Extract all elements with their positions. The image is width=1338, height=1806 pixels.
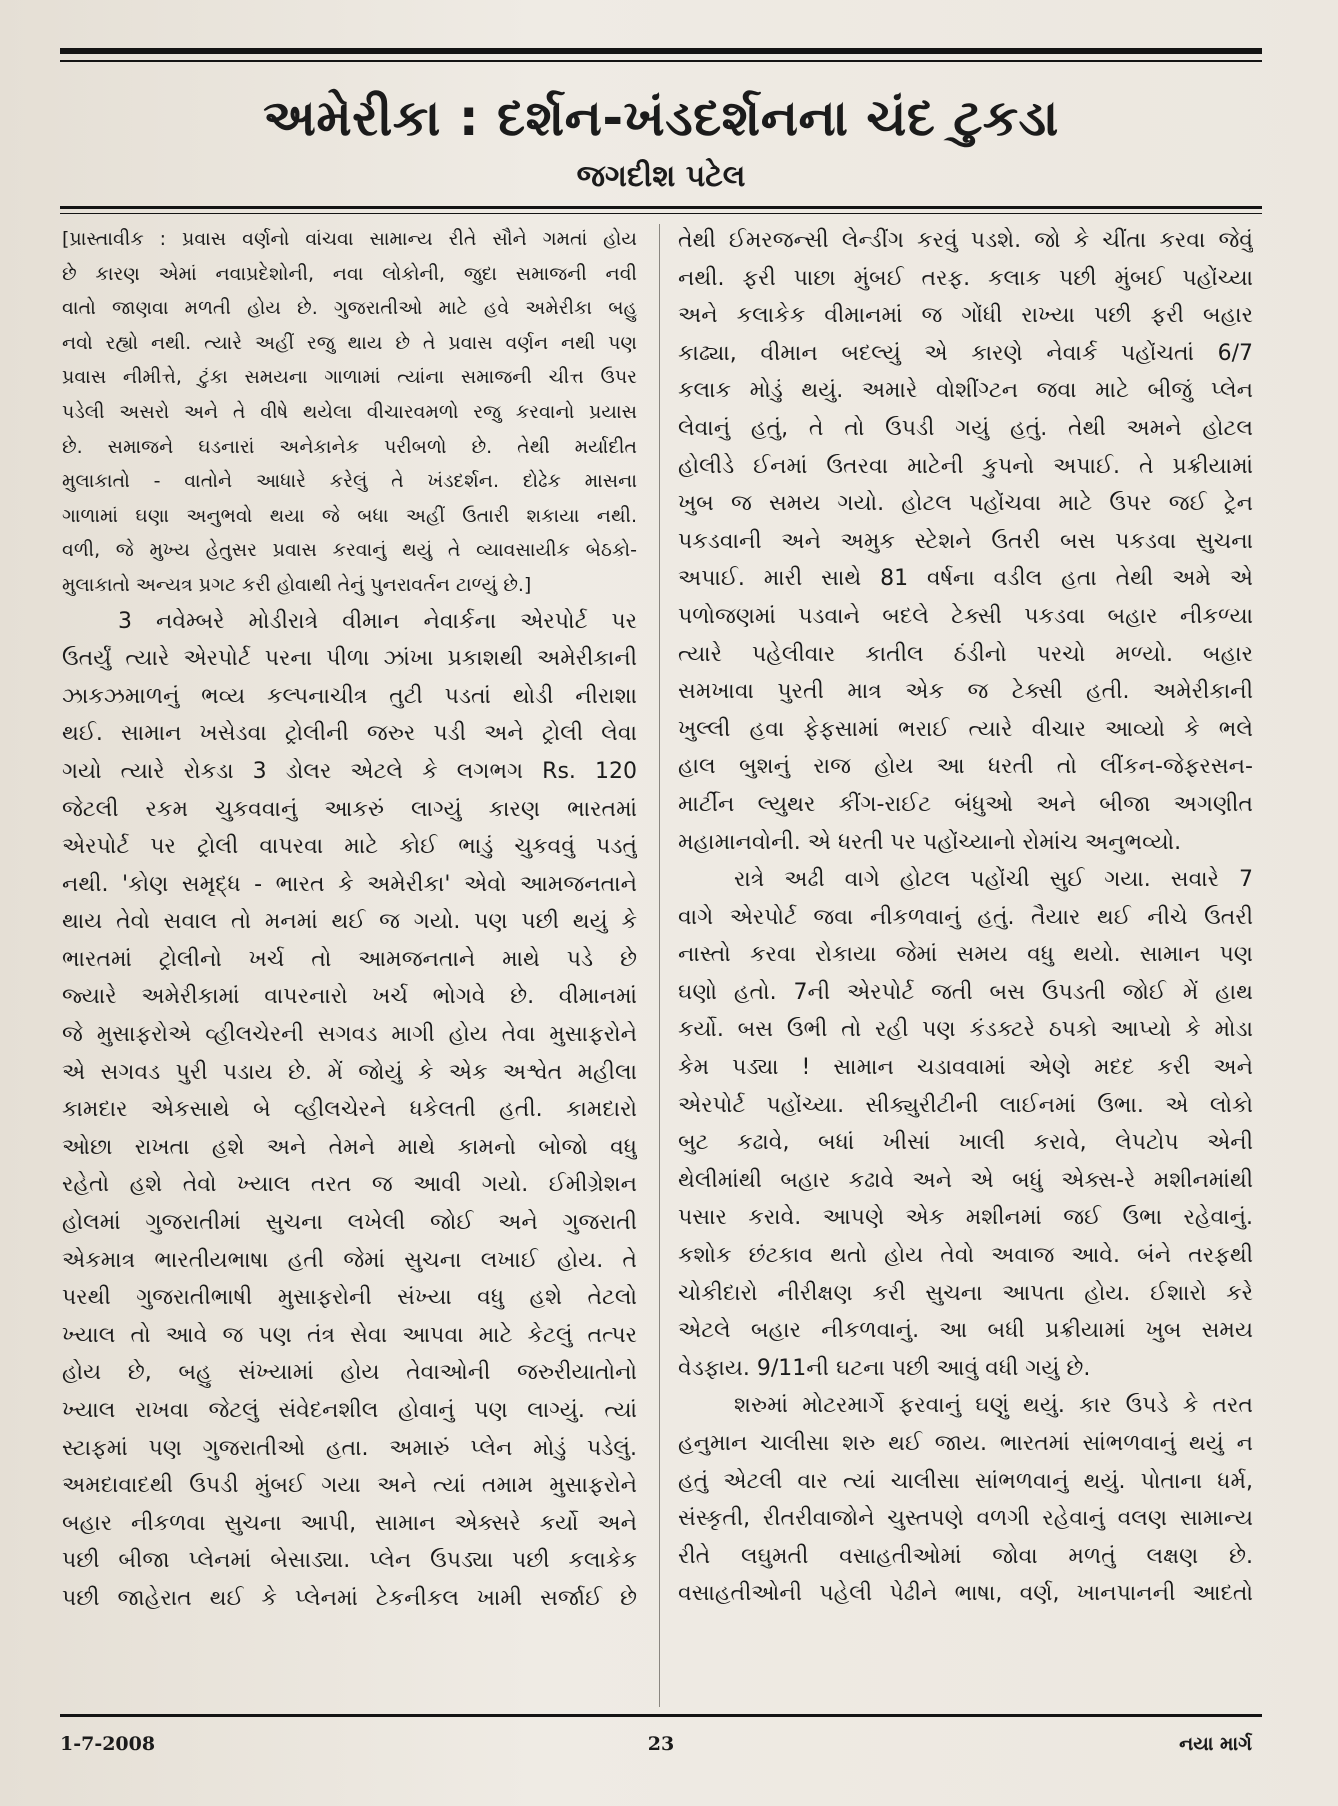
text-line: ગયો ત્યારે રોકડા 3 ડોલર એટલે કે લગભગ Rs. 120 [62, 758, 637, 784]
text-line: બહાર નીકળવા સુચના આપી, સામાન એક્સરે કર્યો અને [62, 1510, 637, 1536]
text-line: ભારતમાં ટ્રોલીનો ખર્ચ તો આમજનતાને માથે પડે છે [62, 946, 637, 972]
text-line: ગાળામાં ઘણા અનુભવો થયા જે બધા અહીં ઉતારી શકાયા નથી. [62, 504, 637, 527]
text-line: થઈ. સામાન ખસેડવા ટ્રોલીની જરુર પડી અને ટ્રોલી લેવા [62, 721, 637, 747]
text-line: કાઢ્યા, વીમાન બદલ્યું એ કારણે નેવાર્ક પહોંચતાં 6/7 [678, 340, 1253, 366]
issue-date: 1-7-2008 [60, 1733, 156, 1755]
top-rule-thin [60, 60, 1262, 62]
text-line: અને કલાકેક વીમાનમાં જ ગોંધી રાખ્યા પછી ફરી બહાર [678, 303, 1253, 329]
page-number: 23 [647, 1733, 675, 1755]
text-line: પ્રવાસ નીમીત્તે, ટુંકા સમયના ગાળામાં ત્યાંના સમાજની ચીત્ત ઉપર [62, 366, 637, 389]
text-line: ખ્યાલ રાખવા જેટલું સંવેદનશીલ હોવાનું પણ લાગ્યું. ત્યાં [62, 1398, 637, 1423]
text-line: નથી. 'કોણ સમૃદ્ધ - ભારત કે અમેરીકા' એવો આમજનતાને [62, 871, 637, 897]
text-line: ખ્યાલ તો આવે જ પણ તંત્ર સેવા આપવા માટે કેટલું તત્પર [62, 1322, 637, 1348]
text-line: પકડવાની અને અમુક સ્ટેશને ઉતરી બસ પકડવા સુચના [678, 528, 1253, 554]
text-line: નાસ્તો કરવા રોકાયા જેમાં સમય વધુ થયો. સામાન પણ [678, 942, 1253, 968]
text-line: [પ્રાસ્તાવીક : પ્રવાસ વર્ણનો વાંચવા સામાન્ય રીતે સૌને ગમતાં હોય [62, 228, 637, 250]
header-rule [60, 206, 1262, 209]
text-line: વેડફાય. 9/11ની ઘટના પછી આવું વધી ગયું છે. [678, 1355, 1091, 1381]
text-line: છે. સમાજને ઘડનારાં અનેકાનેક પરીબળો છે. તેથી મર્યાદીત [62, 435, 637, 458]
text-line: માર્ટીન લ્યુથર કીંગ-રાઈટ બંધુઓ અને બીજા અગણીત [678, 791, 1253, 817]
text-line: ઘણો હતો. 7ની એરપોર્ટ જતી બસ ઉપડતી જોઈ મેં હાથ [678, 979, 1253, 1005]
text-line: એરપોર્ટ પર ટ્રોલી વાપરવા માટે કોઈ ભાડું ચુકવવું પડતું [62, 834, 637, 860]
text-line: વસાહતીઓની પહેલી પેઢીને ભાષા, વર્ણ, ખાનપાનની આદતો [678, 1581, 1253, 1607]
text-line: વળી, જે મુખ્ય હેતુસર પ્રવાસ કરવાનું થયું તે વ્યાવસાયીક બેઠકો- [62, 539, 637, 562]
text-line: જે મુસાફરોએ વ્હીલચેરની સગવડ માગી હોય તેવા મુસાફરોને [62, 1022, 637, 1048]
header-rule-thin [60, 213, 1262, 214]
text-line: હોલીડે ઈનમાં ઉતરવા માટેની કુપનો અપાઈ. તે પ્રક્રીયામાં [678, 453, 1253, 479]
text-line: મહામાનવોની. એ ધરતી પર પહોંચ્યાનો રોમાંચ અનુભવ્યો. [678, 829, 1182, 855]
column-divider [659, 224, 660, 1707]
right-column [678, 222, 1253, 1709]
text-line: સ્ટાફમાં પણ ગુજરાતીઓ હતા. અમારું પ્લેન મોડું પડેલું. [62, 1435, 637, 1461]
text-line: બુટ કઢાવે, બધાં ખીસાં ખાલી કરાવે, લેપટોપ એની [678, 1130, 1253, 1156]
text-line: હનુમાન ચાલીસા શરુ થઈ જાય. ભારતમાં સાંભળવાનું થયું ન [678, 1431, 1253, 1456]
text-line: પસાર કરાવે. આપણે એક મશીનમાં જઈ ઉભા રહેવાનું. [678, 1205, 1253, 1231]
text-line: ઉતર્યું ત્યારે એરપોર્ટ પરના પીળા ઝાંખા પ્રકાશથી અમેરીકાની [62, 646, 637, 672]
text-line: એટલે બહાર નીકળવાનું. આ બધી પ્રક્રીયામાં ખુબ સમય [678, 1318, 1253, 1344]
magazine-name: નયા માર્ગ [1179, 1733, 1252, 1755]
text-line: અમદાવાદથી ઉપડી મુંબઈ ગયા અને ત્યાં તમામ મુસાફરોને [62, 1473, 637, 1499]
text-line: પડેલી અસરો અને તે વીષે થયેલા વીચારવમળો રજુ કરવાનો પ્રયાસ [62, 400, 637, 423]
footer-rule [60, 1714, 1262, 1717]
text-line: નવો રહ્યો નથી. ત્યારે અહીં રજુ થાય છે તે પ્રવાસ વર્ણન નથી પણ [62, 331, 637, 354]
text-line: પરથી ગુજરાતીભાષી મુસાફરોની સંખ્યા વધુ હશે તેટલો [62, 1285, 637, 1311]
text-line: કશોક છંટકાવ થતો હોય તેવો અવાજ આવે. બંને તરફથી [678, 1243, 1253, 1269]
text-line: હોલમાં ગુજરાતીમાં સુચના લખેલી જોઈ અને ગુજરાતી [62, 1210, 637, 1236]
text-line: રહેતો હશે તેવો ખ્યાલ તરત જ આવી ગયો. ઈમીગ્રેશન [62, 1172, 637, 1198]
text-line: રાત્રે અઢી વાગે હોટલ પહોંચી સુઈ ગયા. સવારે 7 [734, 867, 1253, 893]
text-line: તેથી ઈમરજન્સી લેન્ડીંગ કરવું પડશે. જો કે ચીંતા કરવા જેવું [678, 228, 1253, 253]
text-line: પછી બીજા પ્લેનમાં બેસાડ્યા. પ્લેન ઉપડ્યા પછી કલાકેક [62, 1548, 637, 1574]
text-line: વાગે એરપોર્ટ જવા નીકળવાનું હતું. તૈયાર થઈ નીચે ઉતરી [678, 904, 1253, 930]
text-line: થેલીમાંથી બહાર કઢાવે અને એ બધું એક્સ-રે મશીનમાંથી [678, 1167, 1253, 1193]
article-title: અમેરીકા : દર્શન-ખંડદર્શનના ચંદ ટુકડા [263, 89, 1059, 147]
text-line: ખુલ્લી હવા ફેફસામાં ભરાઈ ત્યારે વીચાર આવ્યો કે ભલે [678, 716, 1253, 742]
text-line: કામદાર એકસાથે બે વ્હીલચેરને ધકેલતી હતી. કામદારો [62, 1097, 637, 1123]
text-line: એ સગવડ પુરી પડાય છે. મેં જોયું કે એક અશ્વેત મહીલા [62, 1059, 637, 1085]
text-line: જ્યારે અમેરીકામાં વાપરનારો ખર્ચ ભોગવે છે. વીમાનમાં [62, 984, 637, 1010]
text-line: હોય છે, બહુ સંખ્યામાં હોય તેવાઓની જરુરીયાતોનો [62, 1360, 637, 1386]
text-line: પળોજણમાં પડવાને બદલે ટેક્સી પકડવા બહાર નીકળ્યા [678, 603, 1253, 629]
page-footer [60, 1722, 1262, 1766]
text-line: સંસ્કૃતી, રીતરીવાજોને ચુસ્તપણે વળગી રહેવાનું વલણ સામાન્ય [678, 1506, 1253, 1532]
text-line: રીતે લઘુમતી વસાહતીઓમાં જોવા મળતું લક્ષણ છે. [678, 1543, 1253, 1569]
text-line: ઓછા રાખતા હશે અને તેમને માથે કામનો બોજો વધુ [62, 1134, 637, 1160]
text-line: એકમાત્ર ભારતીયભાષા હતી જેમાં સુચના લખાઈ હોય. તે [62, 1247, 637, 1273]
text-line: વાતો જાણવા મળતી હોય છે. ગુજરાતીઓ માટે હવે અમેરીકા બહુ [62, 297, 637, 320]
text-line: લેવાનું હતું, તે તો ઉપડી ગયું હતું. તેથી અમને હોટલ [678, 415, 1253, 441]
text-line: મુલાકાતો અન્યત્ર પ્રગટ કરી હોવાથી તેનું પુનરાવર્તન ટાળ્યું છે.] [62, 573, 532, 596]
text-line: અપાઈ. મારી સાથે 81 વર્ષના વડીલ હતા તેથી અમે એ [678, 566, 1253, 592]
text-line: કર્યો. બસ ઉભી તો રહી પણ કંડક્ટરે ઠપકો આપ્યો કે મોડા [678, 1017, 1253, 1043]
text-line: સમખાવા પુરતી માત્ર એક જ ટેક્સી હતી. અમેરીકાની [678, 679, 1253, 705]
text-line: ચોકીદારો નીરીક્ષણ કરી સુચના આપતા હોય. ઈશારો કરે [678, 1280, 1253, 1306]
text-line: છે કારણ એમાં નવાપ્રદેશોની, નવા લોકોની, જુદા સમાજની નવી [62, 262, 637, 285]
text-line: જેટલી રકમ ચુકવવાનું આકરું લાગ્યું કારણ ભારતમાં [62, 796, 637, 822]
text-line: એરપોર્ટ પહોંચ્યા. સીક્યુરીટીની લાઈનમાં ઉભા. એ લોકો [678, 1092, 1253, 1118]
text-line: મુલાકાતો - વાતોને આધારે કરેલું તે ખંડદર્શન. દોઢેક માસના [62, 470, 637, 493]
top-rule [60, 48, 1262, 54]
text-line: શરુમાં મોટરમાર્ગે ફરવાનું ઘણું થયું. કાર ઉપડે કે તરત [734, 1393, 1253, 1419]
text-line: ખુબ જ સમય ગયો. હોટલ પહોંચવા માટે ઉપર જઈ ટ્રેન [678, 491, 1253, 517]
text-line: હતું એટલી વાર ત્યાં ચાલીસા સાંભળવાનું થયું. પોતાના ધર્મ, [678, 1468, 1253, 1494]
left-column [62, 222, 637, 1709]
text-line: થાય તેવો સવાલ તો મનમાં થઈ જ ગયો. પણ પછી થયું કે [62, 909, 637, 935]
text-line: ઝાકઝમાળનું ભવ્ય કલ્પનાચીત્ર તુટી પડતાં થોડી નીરાશા [62, 683, 637, 709]
text-line: નથી. ફરી પાછા મુંબઈ તરફ. કલાક પછી મુંબઈ પહોંચ્યા [678, 265, 1253, 291]
text-line: પછી જાહેરાત થઈ કે પ્લેનમાં ટેકનીકલ ખામી સર્જાઈ છે [62, 1585, 637, 1611]
text-line: 3 નવેમ્બરે મોડીરાત્રે વીમાન નેવાર્કના એરપોર્ટ પર [118, 608, 637, 634]
text-line: કેમ પડ્યા ! સામાન ચડાવવામાં એણે મદદ કરી અને [678, 1055, 1253, 1081]
article-author: જગદીશ પટેલ [576, 159, 746, 194]
text-line: કલાક મોડું થયું. અમારે વોશીંગ્ટન જવા માટે બીજું પ્લેન [678, 378, 1253, 404]
text-line: હાલ બુશનું રાજ હોય આ ધરતી તો લીંકન-જેફરસન- [678, 754, 1253, 780]
text-line: ત્યારે પહેલીવાર કાતીલ ઠંડીનો પરચો મળ્યો. બહાર [678, 641, 1253, 667]
